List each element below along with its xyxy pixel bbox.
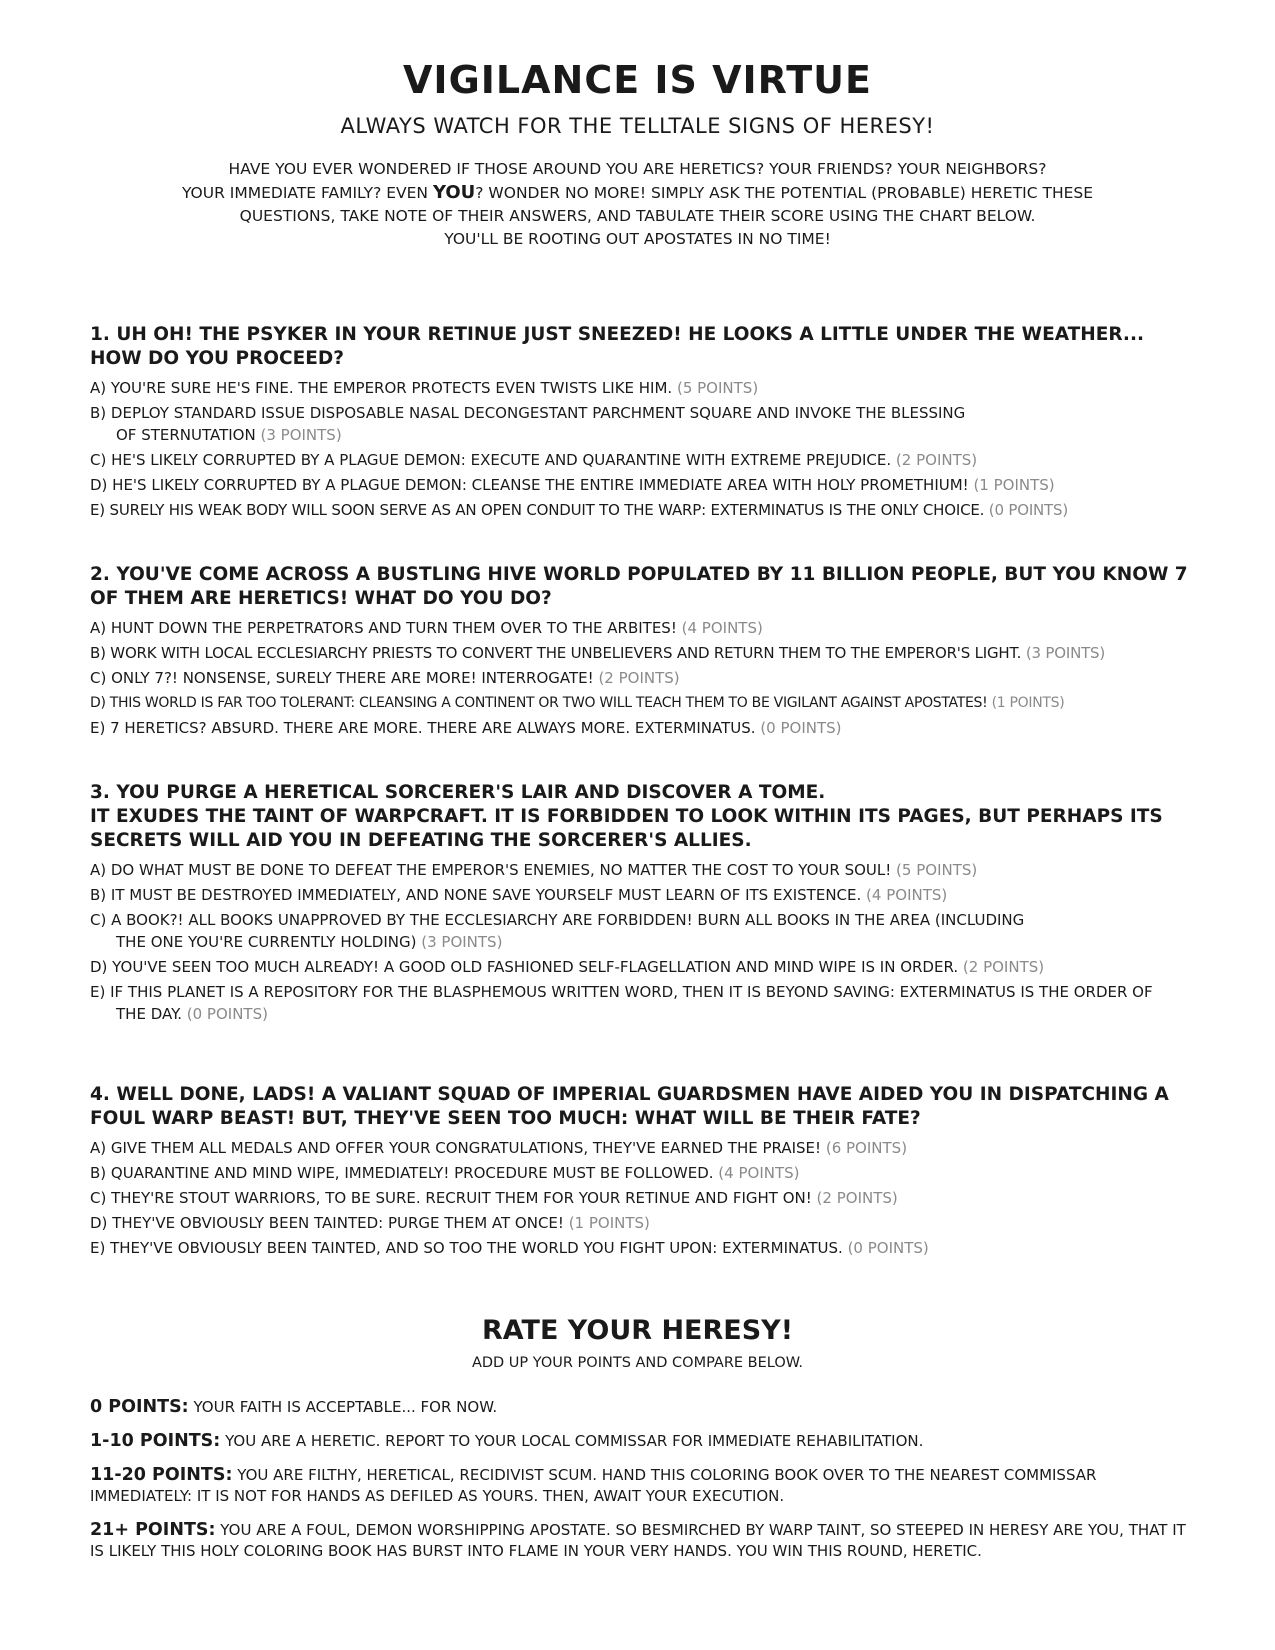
answer-points: (1 POINTS) — [568, 1214, 650, 1232]
answer-points: (2 POINTS) — [816, 1189, 898, 1207]
answer-text: B) DEPLOY STANDARD ISSUE DISPOSABLE NASAL DECONGESTANT PARCHMENT SQUARE AND INVOKE THE BLESSING OF STERNUTATION — [90, 404, 966, 444]
answer-option[interactable] — [90, 1212, 1200, 1234]
answer-points: (6 POINTS) — [825, 1139, 908, 1157]
answer-option[interactable] — [90, 667, 1200, 689]
answer-option[interactable] — [90, 1162, 1200, 1184]
intro-line: HAVE YOU EVER WONDERED IF THOSE AROUND YOU ARE HERETICS? YOUR FRIENDS? YOUR NEIGHBORS? — [228, 160, 1047, 178]
question-title: 4. WELL DONE, LADS! A VALIANT SQUAD OF IMPERIAL GUARDSMEN HAVE AIDED YOU IN DISPATCHING A FOUL WARP BEAST! BUT, THEY'VE SEEN TOO MUCH: WHAT WILL BE THEIR FATE? — [90, 1084, 1169, 1129]
answer-points: (3 POINTS) — [260, 426, 342, 444]
result-label: 0 POINTS: — [90, 1397, 189, 1417]
answer-text: E) IF THIS PLANET IS A REPOSITORY FOR THE BLASPHEMOUS WRITTEN WORD, THEN IT IS BEYOND SAVING: EXTERMINATUS IS THE ORDER OF THE DAY. — [90, 983, 1153, 1023]
result-text: YOUR FAITH IS ACCEPTABLE... FOR NOW. — [193, 1398, 498, 1416]
answer-text: C) ONLY 7?! NONSENSE, SURELY THERE ARE MORE! INTERROGATE! — [90, 669, 594, 687]
answer-option[interactable] — [90, 402, 976, 446]
answer-text: D) THEY'VE OBVIOUSLY BEEN TAINTED: PURGE THEM AT ONCE! — [90, 1214, 564, 1232]
answer-points: (5 POINTS) — [896, 861, 978, 879]
answer-points: (1 POINTS) — [991, 695, 1065, 711]
rating-results — [90, 1397, 1200, 1575]
answer-text: C) THEY'RE STOUT WARRIORS, TO BE SURE. RECRUIT THEM FOR YOUR RETINUE AND FIGHT ON! — [90, 1189, 812, 1207]
answer-text: E) SURELY HIS WEAK BODY WILL SOON SERVE AS AN OPEN CONDUIT TO THE WARP: EXTERMINATUS IS THE ONLY CHOICE. — [90, 501, 985, 519]
answer-points: (0 POINTS) — [760, 719, 842, 737]
question-title-continued: IT EXUDES THE TAINT OF WARPCRAFT. IT IS FORBIDDEN TO LOOK WITHIN ITS PAGES, BUT PERHAPS ITS SECRETS WILL AID YOU IN DEFEATING THE SORCERER'S ALLIES. — [90, 806, 1163, 851]
answer-text: C) A BOOK?! ALL BOOKS UNAPPROVED BY THE ECCLESIARCHY ARE FORBIDDEN! BURN ALL BOOKS IN THE AREA (INCLUDING THE ONE YOU'RE CURRENTLY HOLDING) — [90, 911, 1025, 951]
answer-text: B) QUARANTINE AND MIND WIPE, IMMEDIATELY! PROCEDURE MUST BE FOLLOWED. — [90, 1164, 714, 1182]
result-item — [90, 1397, 1200, 1418]
answer-option[interactable] — [90, 1237, 1200, 1259]
answer-option[interactable] — [90, 1137, 1200, 1159]
intro-line: YOU'LL BE ROOTING OUT APOSTATES IN NO TIME! — [444, 230, 831, 248]
answer-points: (4 POINTS) — [718, 1164, 800, 1182]
intro-text: ? WONDER NO MORE! SIMPLY ASK THE POTENTIAL (PROBABLE) HERETIC THESE — [475, 184, 1094, 202]
question-title: 3. YOU PURGE A HERETICAL SORCERER'S LAIR AND DISCOVER A TOME. — [90, 782, 826, 803]
result-text: YOU ARE A HERETIC. REPORT TO YOUR LOCAL COMMISSAR FOR IMMEDIATE REHABILITATION. — [225, 1432, 924, 1450]
answer-points: (3 POINTS) — [421, 933, 503, 951]
answer-points: (4 POINTS) — [681, 619, 763, 637]
answer-option[interactable] — [90, 981, 1176, 1025]
question-4 — [90, 1083, 1200, 1262]
answer-points: (0 POINTS) — [186, 1005, 268, 1023]
answer-text: D) YOU'VE SEEN TOO MUCH ALREADY! A GOOD OLD FASHIONED SELF-FLAGELLATION AND MIND WIPE IS IN ORDER. — [90, 958, 959, 976]
answer-points: (5 POINTS) — [676, 379, 759, 397]
page-subtitle: ALWAYS WATCH FOR THE TELLTALE SIGNS OF HERESY! — [340, 114, 935, 138]
answer-points: (1 POINTS) — [973, 476, 1055, 494]
question-1 — [90, 323, 1200, 524]
question-2 — [90, 563, 1200, 742]
answer-points: (0 POINTS) — [847, 1239, 929, 1257]
answer-option[interactable] — [90, 474, 1200, 496]
answer-text: D) THIS WORLD IS FAR TOO TOLERANT: CLEANSING A CONTINENT OR TWO WILL TEACH THEM TO BE VIGILANT AGAINST APOSTATES! — [90, 695, 988, 711]
result-label: 11-20 POINTS: — [90, 1465, 233, 1485]
result-item — [90, 1431, 1200, 1452]
answer-text: D) HE'S LIKELY CORRUPTED BY A PLAGUE DEMON: CLEANSE THE ENTIRE IMMEDIATE AREA WITH HOLY PROMETHIUM! — [90, 476, 969, 494]
intro-line — [120, 181, 1155, 205]
question-title: 2. YOU'VE COME ACROSS A BUSTLING HIVE WORLD POPULATED BY 11 BILLION PEOPLE, BUT YOU KNOW 7 OF THEM ARE HERETICS! WHAT DO YOU DO? — [90, 564, 1188, 609]
answer-points: (2 POINTS) — [598, 669, 680, 687]
answer-option[interactable] — [90, 692, 1200, 714]
result-text: YOU ARE FILTHY, HERETICAL, RECIDIVIST SCUM. HAND THIS COLORING BOOK OVER TO THE NEAREST COMMISSAR IMMEDIATELY: IT IS NOT FOR HANDS AS DEFILED AS YOURS. THEN, AWAIT YOUR EXECUTION. — [90, 1466, 1097, 1505]
answer-text: A) GIVE THEM ALL MEDALS AND OFFER YOUR CONGRATULATIONS, THEY'VE EARNED THE PRAISE! — [90, 1139, 822, 1157]
answer-points: (0 POINTS) — [988, 501, 1068, 519]
intro-emphasis: YOU — [432, 182, 476, 203]
answer-text: E) 7 HERETICS? ABSURD. THERE ARE MORE. THERE ARE ALWAYS MORE. EXTERMINATUS. — [90, 719, 756, 737]
result-item — [90, 1520, 1200, 1562]
result-label: 21+ POINTS: — [90, 1520, 216, 1540]
answer-text: A) DO WHAT MUST BE DONE TO DEFEAT THE EMPEROR'S ENEMIES, NO MATTER THE COST TO YOUR SOUL! — [90, 861, 892, 879]
answer-points: (2 POINTS) — [895, 451, 978, 469]
answer-points: (2 POINTS) — [962, 958, 1045, 976]
result-label: 1-10 POINTS: — [90, 1431, 221, 1451]
answer-option[interactable] — [90, 642, 1200, 664]
answer-option[interactable] — [90, 909, 1036, 953]
answer-points: (3 POINTS) — [1025, 644, 1106, 662]
rating-subtitle: ADD UP YOUR POINTS AND COMPARE BELOW. — [471, 1355, 804, 1371]
answer-text: B) WORK WITH LOCAL ECCLESIARCHY PRIESTS TO CONVERT THE UNBELIEVERS AND RETURN THEM TO THE EMPEROR'S LIGHT. — [90, 644, 1022, 662]
answer-option[interactable] — [90, 377, 1116, 399]
result-item — [90, 1465, 1200, 1507]
rating-title: RATE YOUR HERESY! — [481, 1315, 794, 1346]
answer-option[interactable] — [90, 717, 1200, 739]
page-title: VIGILANCE IS VIRTUE — [403, 58, 872, 102]
answer-option[interactable] — [90, 617, 1200, 639]
intro-paragraph — [120, 158, 1155, 251]
answer-text: C) HE'S LIKELY CORRUPTED BY A PLAGUE DEMON: EXECUTE AND QUARANTINE WITH EXTREME PREJUDICE. — [90, 451, 892, 469]
answer-option[interactable] — [90, 1187, 1200, 1209]
intro-text: YOUR IMMEDIATE FAMILY? EVEN — [181, 184, 429, 202]
intro-line: QUESTIONS, TAKE NOTE OF THEIR ANSWERS, AND TABULATE THEIR SCORE USING THE CHART BELOW. — [239, 207, 1036, 225]
answer-option[interactable] — [90, 859, 1200, 881]
result-text: YOU ARE A FOUL, DEMON WORSHIPPING APOSTATE. SO BESMIRCHED BY WARP TAINT, SO STEEPED IN HERESY ARE YOU, THAT IT IS LIKELY THIS HOLY COLORING BOOK HAS BURST INTO FLAME IN YOUR VERY HANDS. YOU WIN THIS ROUND, HERETIC. — [90, 1521, 1186, 1560]
answer-option[interactable] — [90, 499, 1200, 521]
question-3 — [90, 781, 1200, 1028]
answer-text: B) IT MUST BE DESTROYED IMMEDIATELY, AND NONE SAVE YOURSELF MUST LEARN OF ITS EXISTENCE. — [90, 886, 862, 904]
question-title: 1. UH OH! THE PSYKER IN YOUR RETINUE JUST SNEEZED! HE LOOKS A LITTLE UNDER THE WEATHER... HOW DO YOU PROCEED? — [90, 324, 1145, 369]
answer-option[interactable] — [90, 449, 1200, 471]
answer-text: A) YOU'RE SURE HE'S FINE. THE EMPEROR PROTECTS EVEN TWISTS LIKE HIM. — [90, 379, 673, 397]
answer-text: E) THEY'VE OBVIOUSLY BEEN TAINTED, AND SO TOO THE WORLD YOU FIGHT UPON: EXTERMINATUS. — [90, 1239, 843, 1257]
answer-points: (4 POINTS) — [866, 886, 948, 904]
answer-option[interactable] — [90, 884, 1200, 906]
answer-option[interactable] — [90, 956, 1200, 978]
answer-text: A) HUNT DOWN THE PERPETRATORS AND TURN THEM OVER TO THE ARBITES! — [90, 619, 677, 637]
